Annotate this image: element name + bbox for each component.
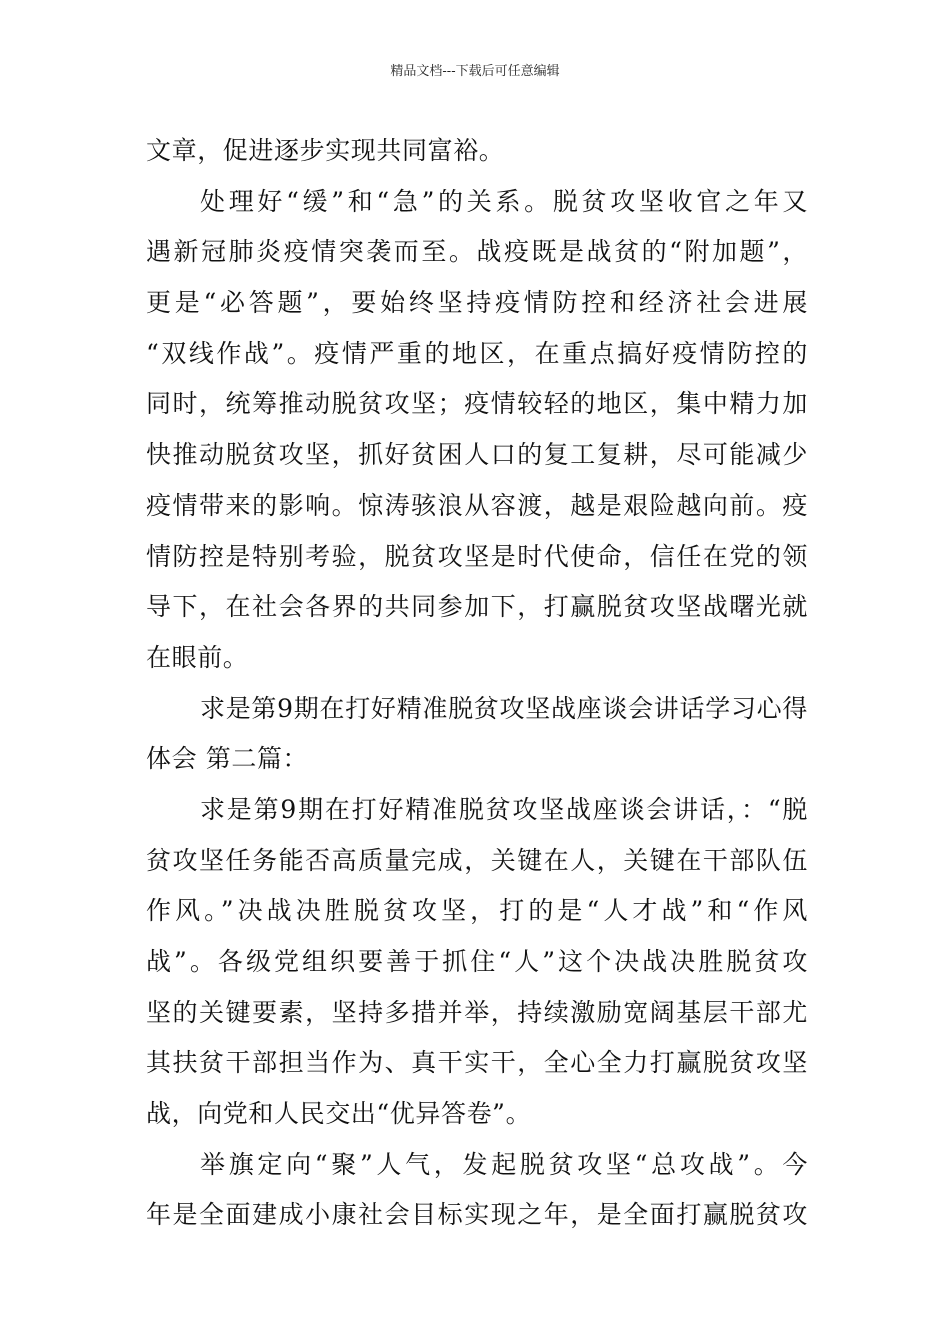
page-header: 精品文档---下载后可任意编辑: [390, 64, 560, 79]
text-line: 在眼前。: [146, 642, 249, 672]
text-line: “双线作战”。疫情严重的地区，在重点搞好疫情防控的: [146, 338, 808, 368]
section-heading-line: 求是第9期在打好精准脱贫攻坚战座谈会讲话学习心得: [200, 693, 808, 723]
text-line: 遇新冠肺炎疫情突袭而至。战疫既是战贫的“附加题”，: [146, 237, 808, 267]
section-heading-line: 体会 第二篇：: [146, 744, 309, 774]
text-line: 更是“必答题”，要始终坚持疫情防控和经济社会进展: [146, 288, 808, 318]
text-line: 情防控是特别考验，脱贫攻坚是时代使命，信任在党的领: [146, 541, 808, 571]
paragraph-first-line: 处理好“缓”和“急”的关系。脱贫攻坚收官之年又: [200, 186, 808, 216]
text-line: 其扶贫干部担当作为、真干实干，全心全力打赢脱贫攻坚: [146, 1048, 808, 1078]
text-line: 同时，统筹推动脱贫攻坚；疫情较轻的地区，集中精力加: [146, 389, 808, 419]
paragraph-first-line: 求是第9期在打好精准脱贫攻坚战座谈会讲话，：“脱: [200, 794, 808, 824]
text-line: 坚的关键要素，坚持多措并举，持续激励宽阔基层干部尤: [146, 997, 808, 1027]
text-line: 贫攻坚任务能否高质量完成，关键在人，关键在干部队伍: [146, 845, 808, 875]
text-line: 战，向党和人民交出“优异答卷”。: [146, 1099, 532, 1129]
text-line: 疫情带来的影响。惊涛骇浪从容渡，越是艰险越向前。疫: [146, 490, 808, 520]
text-line: 快推动脱贫攻坚，抓好贫困人口的复工复耕，尽可能减少: [146, 440, 808, 470]
text-line: 年是全面建成小康社会目标实现之年，是全面打赢脱贫攻: [146, 1200, 808, 1230]
paragraph-first-line: 举旗定向“聚”人气，发起脱贫攻坚“总攻战”。今: [200, 1149, 808, 1179]
text-line: 战”。各级党组织要善于抓住“人”这个决战决胜脱贫攻: [146, 947, 808, 976]
text-line: 导下，在社会各界的共同参加下，打赢脱贫攻坚战曙光就: [146, 592, 808, 622]
document-body: [146, 126, 808, 1241]
text-line: 文章，促进逐步实现共同富裕。: [146, 136, 505, 165]
text-line: 作风。”决战决胜脱贫攻坚，打的是“人才战”和“作风: [146, 896, 808, 926]
